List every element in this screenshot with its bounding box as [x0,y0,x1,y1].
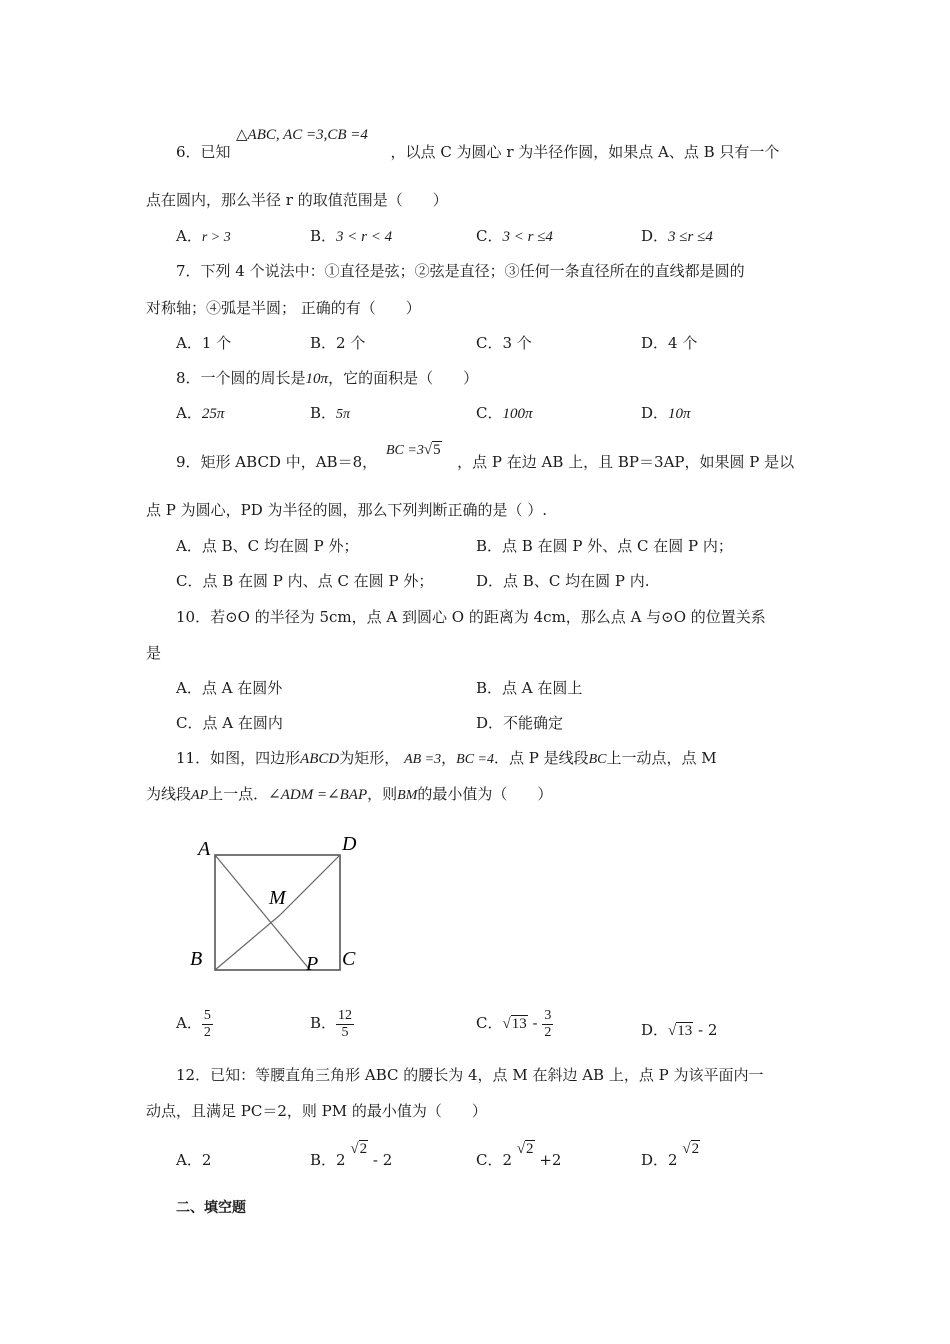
q7-option-b: B．2 个 [310,334,366,352]
section-heading: 二、填空题 [176,1200,246,1216]
q9-formula: BC =3√5 [386,442,441,458]
q11-option-c: C．√13 - $\frac{3}{2}$ [476,1007,552,1040]
q6-line2: 点在圆内，那么半径 r 的取值范围是（ ） [146,191,448,209]
q7-option-d: D．4 个 [641,334,698,352]
q8-line: 8．一个圆的周长是10π，它的面积是（ ） [176,369,479,387]
q9-option-d: D．点 B、C 均在圆 P 内. [476,572,650,590]
q7-option-c: C．3 个 [476,334,532,352]
label-c: C [342,948,356,970]
q10-option-b: B．点 A 在圆上 [476,679,583,697]
label-b: B [190,948,203,970]
q7-line2: 对称轴；④弧是半圆； 正确的有（ ） [146,299,421,317]
q11-line2: 为线段AP上一点．∠ADM =∠BAP，则BM的最小值为（ ） [146,785,553,803]
label-d: D [342,833,357,855]
q12-line2: 动点，且满足 PC＝2，则 PM 的最小值为（ ） [146,1102,487,1120]
segment-dm [280,855,340,915]
q10-line1: 10．若⊙O 的半径为 5cm，点 A 到圆心 O 的距离为 4cm，那么点 A 与⊙O 的位置关系 [176,608,766,626]
q11-figure [180,825,380,980]
q7-line1: 7．下列 4 个说法中：①直径是弦；②弦是直径；③任何一条直径所在的直线都是圆的 [176,262,745,280]
q11-line1: 11．如图，四边形ABCD为矩形， AB =3，BC =4．点 P 是线段BC上一动点，点 M [176,749,717,767]
q12-option-b: B．2 √2 - 2 [310,1141,393,1169]
q11-option-d: D．√13 - 2 [641,1021,718,1039]
label-a: A [198,838,211,860]
q6-option-a: A．r > 3 [176,227,231,245]
label-m: M [269,887,286,909]
q12-option-a: A．2 [176,1151,212,1169]
q6-option-d: D．3 ≤r ≤4 [641,227,713,245]
q10-line2: 是 [146,644,162,662]
q8-option-d: D．10π [641,404,691,422]
q6-line1: 6．已知 ，以点 C 为圆心 r 为半径作圆，如果点 A、点 B 只有一个 [176,143,780,161]
q6-option-b: B．3 < r < 4 [310,227,393,245]
q11-option-b: B． $\frac{12}{5}$ [310,1007,353,1040]
label-p: P [306,953,319,975]
q6-option-c: C．3 < r ≤4 [476,227,553,245]
rectangle-abcd [215,855,340,970]
q9-line1: 9．矩形 ABCD 中，AB＝8， ，点 P 在边 AB 上，且 BP＝3AP，如果圆 P 是以 [176,453,795,471]
q10-option-a: A．点 A 在圆外 [176,679,283,697]
q9-option-b: B．点 B 在圆 P 外、点 C 在圆 P 内； [476,537,733,555]
q9-line2: 点 P 为圆心，PD 为半径的圆，那么下列判断正确的是（ ）. [146,501,548,519]
segment-bm [215,915,280,970]
q12-line1: 12．已知：等腰直角三角形 ABC 的腰长为 4，点 M 在斜边 AB 上，点 P 为该平面内一 [176,1066,764,1084]
q9-option-a: A．点 B、C 均在圆 P 外； [176,537,359,555]
segment-ap [215,855,310,970]
q10-option-d: D．不能确定 [476,714,564,732]
q6-formula: △ABC, AC =3,CB =4 [236,127,368,143]
q11-option-a: A． $\frac{5}{2}$ [176,1007,211,1040]
q9-option-c: C．点 B 在圆 P 内、点 C 在圆 P 外； [176,572,434,590]
q7-option-a: A．1 个 [176,334,232,352]
q10-option-c: C．点 A 在圆内 [176,714,283,732]
q12-option-d: D．2 √2 [641,1141,700,1169]
q8-option-b: B．5π [310,404,351,422]
q8-option-c: C．100π [476,404,533,422]
q12-option-c: C．2 √2 +2 [476,1141,562,1169]
q8-option-a: A．25π [176,404,225,422]
